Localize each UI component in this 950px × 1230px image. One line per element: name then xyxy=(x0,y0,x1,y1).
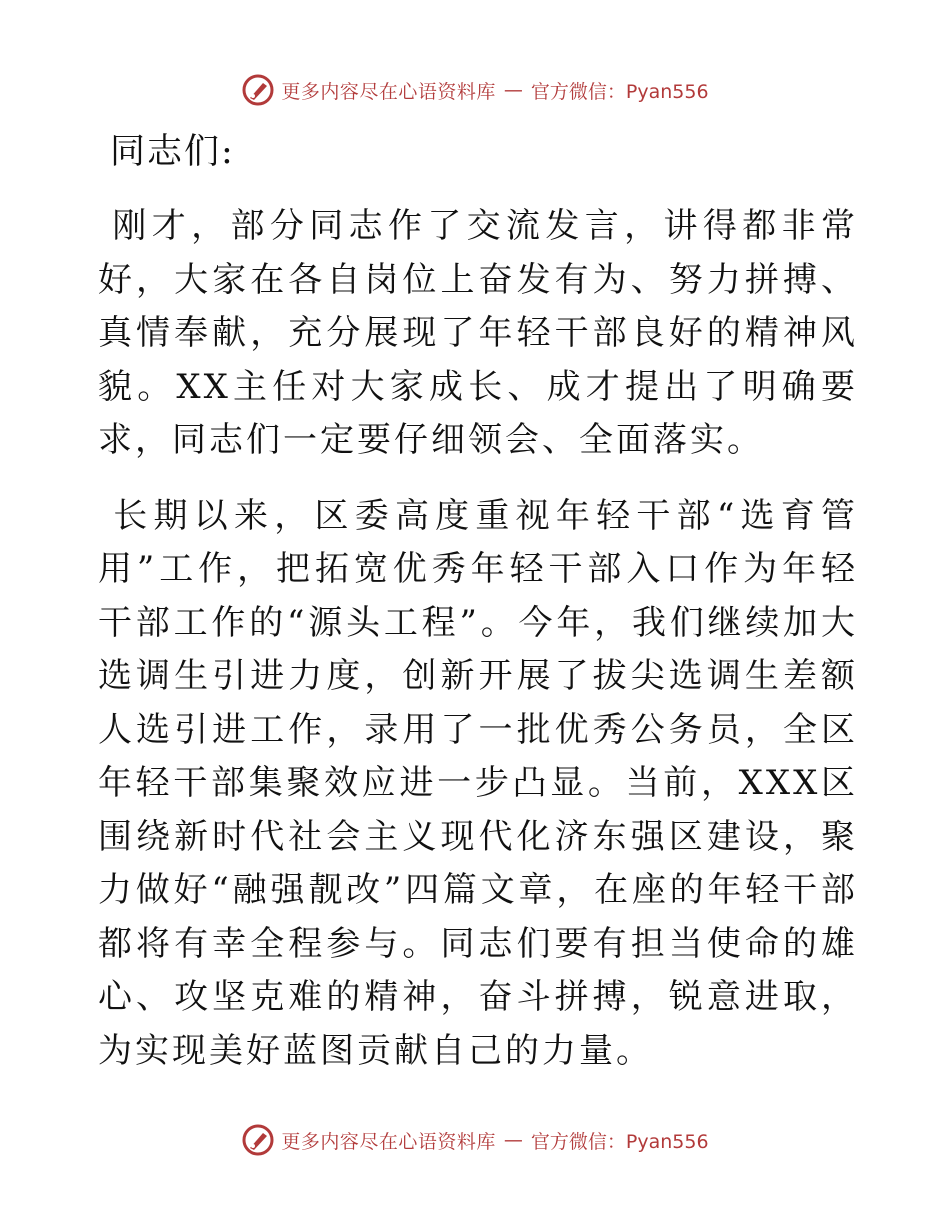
paragraph-1 xyxy=(98,200,858,468)
salutation: 同志们: xyxy=(110,132,235,172)
paragraph-2-text: 长期以来，区委高度重视年轻干部“选育管用”工作，把拓宽优秀年轻干部入口作为年轻干部工作的“源头工程”。今年，我们继续加大选调生引进力度，创新开展了拔尖选调生差额人选引进工作，录用了一批优秀公务员，全区年轻干部集聚效应进一步凸显。当前，XXX区围绕新时代社会主义现代化济东强区建设，聚力做好“融强靓改”四篇文章，在座的年轻干部都将有幸全程参与。同志们要有担当使命的雄心、攻坚克难的精神，奋斗拼搏，锐意进取，为实现美好蓝图贡献自己的力量。 xyxy=(98,495,858,1071)
document-body xyxy=(98,122,858,1100)
watermark-wechat: 官方微信：Pyan556 xyxy=(530,80,709,103)
pen-nib-logo-icon xyxy=(241,73,275,107)
watermark-text: 更多内容尽在心语资料库 xyxy=(281,1130,496,1153)
paragraph-1-text: 刚才，部分同志作了交流发言，讲得都非常好，大家在各自岗位上奋发有为、努力拼搏、真情奉献，充分展现了年轻干部良好的精神风貌。XX主任对大家成长、成才提出了明确要求，同志们一定要仔细领会、全面落实。 xyxy=(98,206,858,460)
watermark-dash: — xyxy=(503,79,523,101)
watermark-text: 更多内容尽在心语资料库 xyxy=(281,80,496,103)
watermark-wechat: 官方微信：Pyan556 xyxy=(530,1130,709,1153)
pen-nib-logo-icon xyxy=(241,1123,275,1157)
watermark-dash: — xyxy=(503,1129,523,1151)
header-watermark xyxy=(0,72,950,108)
footer-watermark xyxy=(0,1122,950,1158)
paragraph-2 xyxy=(98,490,858,1079)
